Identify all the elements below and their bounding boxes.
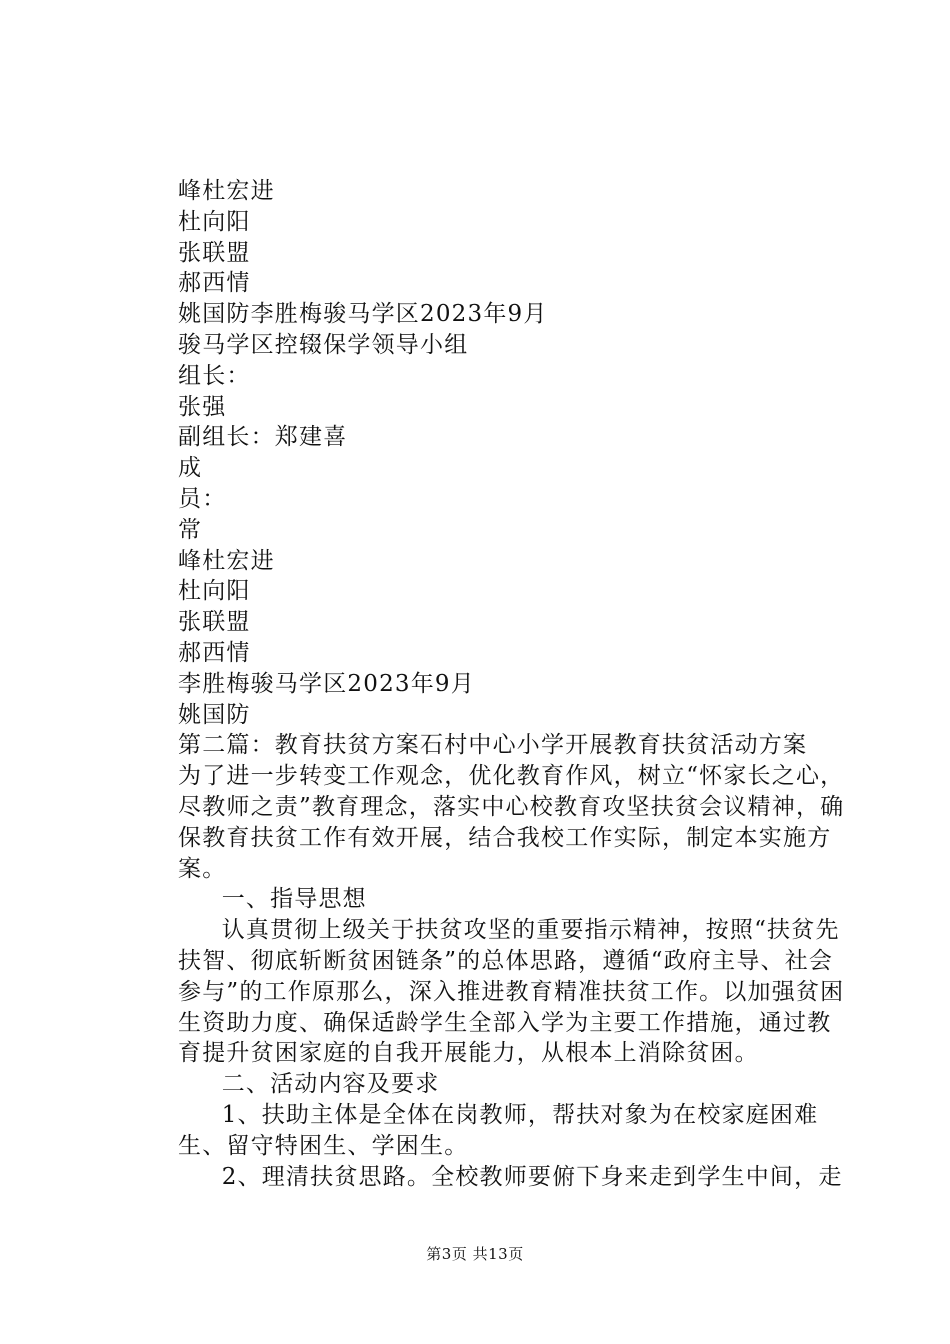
text-line: 张强 [178,393,227,420]
text-line: 峰杜宏进 [178,178,275,204]
heading-guiding-ideology: 一、指导思想 [221,886,367,913]
text-line: 副组长：郑建喜 [178,424,348,451]
text-line: 李胜梅骏马学区2023年9月 [178,670,475,697]
text-line: 组长： [178,362,251,389]
text-line: 杜向阳 [178,208,251,235]
text-line: 成 [178,455,203,482]
text-line: 峰杜宏进 [178,547,275,574]
item-2-paragraph: 2、理清扶贫思路。全校教师要俯下身来走到学生中间，走 [221,1163,843,1190]
intro-paragraph: 为了进一步转变工作观念，优化教育作风，树立“怀家长之心，尽教师之责”教育理念，落实中心校教育攻坚扶贫会议精神，确保教育扶贫工作有效开展，结合我校工作实际，制定本实施方案。 [178,763,845,882]
page-number: 第3页 共13页 [426,1245,524,1263]
text-line: 张联盟 [178,239,251,266]
section-title: 第二篇：教育扶贫方案石村中心小学开展教育扶贫活动方案 [178,732,808,759]
guiding-paragraph: 认真贯彻上级关于扶贫攻坚的重要指示精神，按照“扶贫先扶智、彻底斩断贫困链条”的总体思路，遵循“政府主导、社会参与”的工作原那么，深入推进教育精准扶贫工作。以加强贫困生资助力度、确保适龄学生全部入学为主要工作措施，通过教育提升贫困家庭的自我开展能力，从根本上消除贫困。 [178,917,845,1067]
text-line: 骏马学区控辍保学领导小组 [178,331,469,358]
text-line: 员： [178,485,227,512]
text-line: 常 [178,516,203,543]
item-1-paragraph: 1、扶助主体是全体在岗教师，帮扶对象为在校家庭困难生、留守特困生、学困生。 [178,1101,819,1159]
text-line: 姚国防 [178,701,251,728]
text-line: 张联盟 [178,609,251,636]
heading-activity-content: 二、活动内容及要求 [221,1071,440,1098]
document-body [178,176,848,1192]
text-line: 郝西情 [178,270,251,297]
text-line: 姚国防李胜梅骏马学区2023年9月 [178,301,548,328]
text-line: 郝西情 [178,639,251,666]
text-line: 杜向阳 [178,578,251,605]
